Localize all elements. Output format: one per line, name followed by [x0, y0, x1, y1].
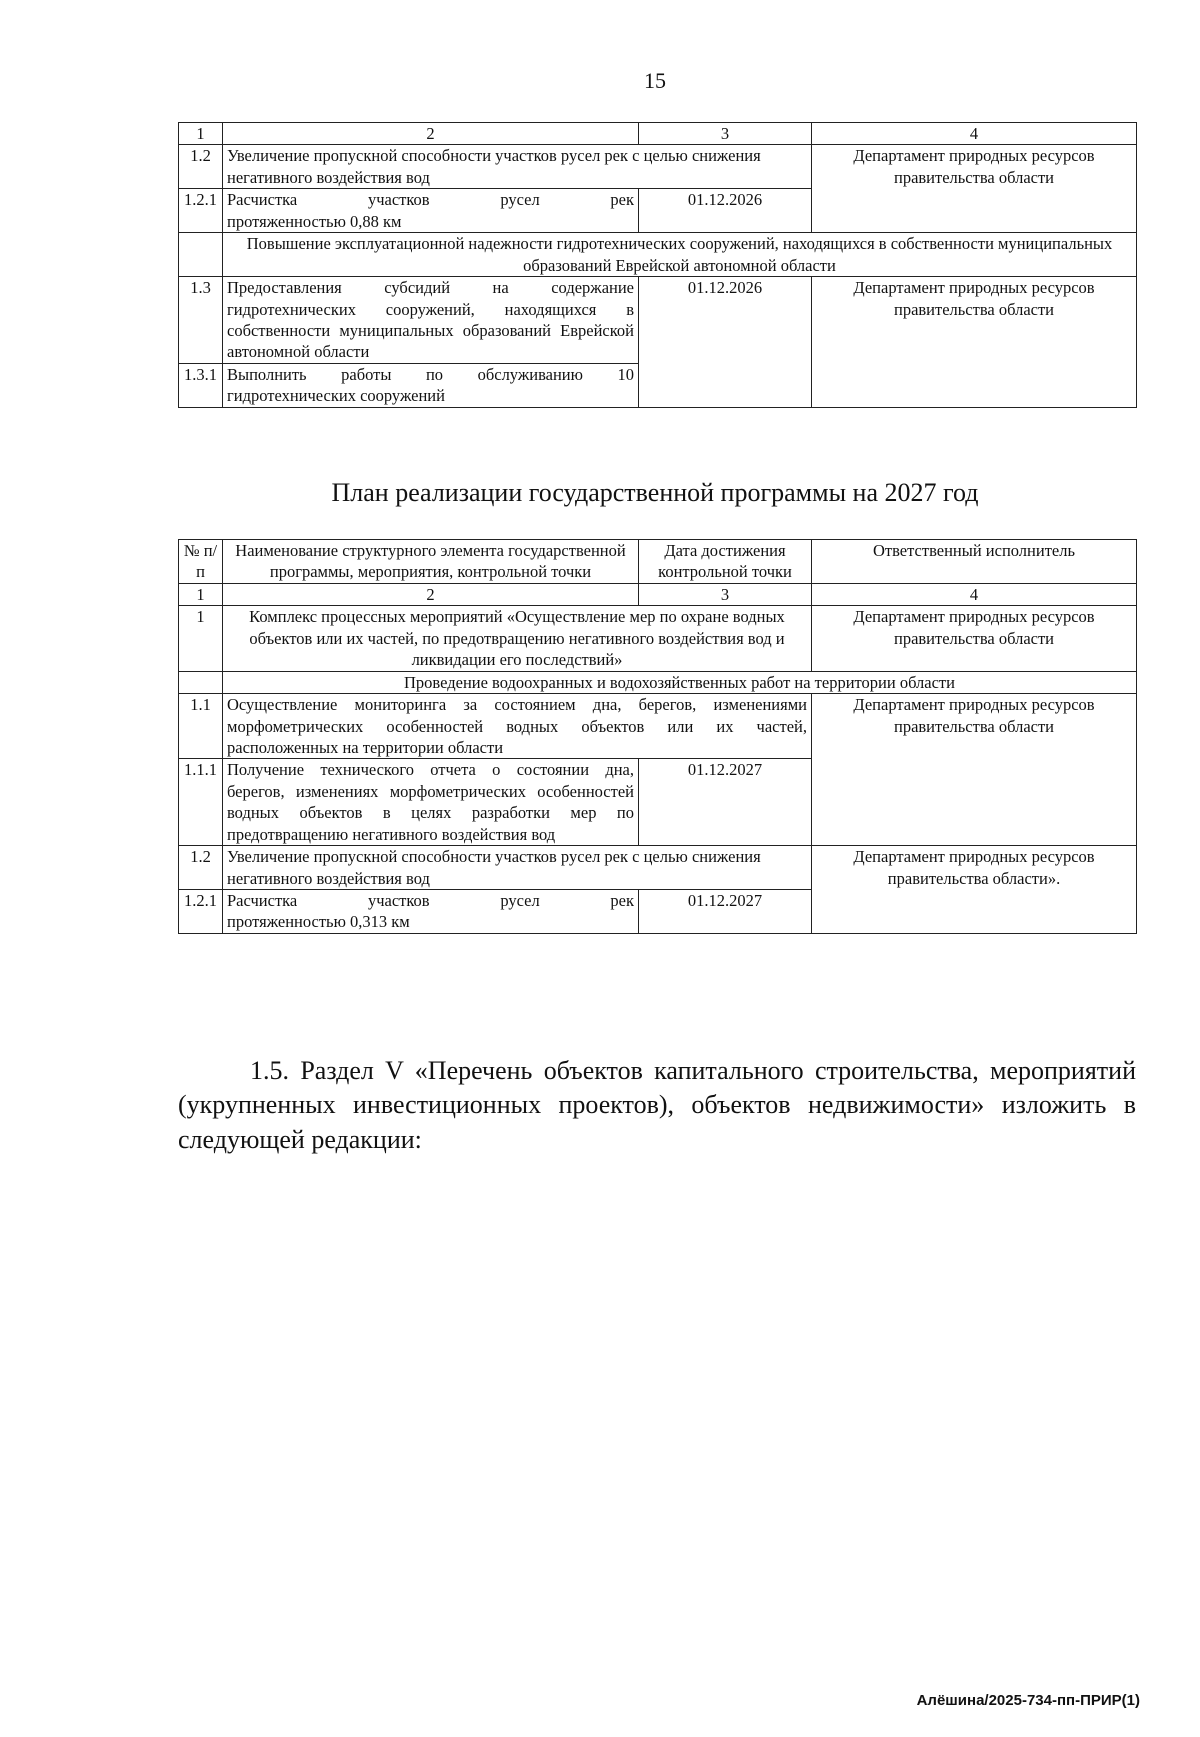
event-name: Предоставления субсидий на содержание гидротехнических сооружений, находящихся в собственности муниципальных образований Еврейской автономной области — [223, 277, 639, 364]
header-date: Дата достижения контрольной точки — [639, 540, 812, 584]
header-number: № п/п — [179, 540, 223, 584]
row-number: 1.1 — [179, 694, 223, 759]
header-responsible: Ответственный исполнитель — [812, 540, 1137, 584]
checkpoint-line-1: Расчистка участков русел рек — [227, 190, 634, 210]
paragraph-text: 1.5. Раздел V «Перечень объектов капитального строительства, мероприятий (укрупненных инвестиционных проектов), объектов недвижимости» изложить в следующей редакции: — [178, 1056, 1136, 1154]
column-number-2: 2 — [223, 123, 639, 145]
table-row — [179, 583, 1137, 605]
empty-cell — [179, 233, 223, 277]
empty-cell — [179, 671, 223, 693]
table-row — [179, 233, 1137, 277]
checkpoint-line-2: протяженностью 0,88 км — [227, 211, 402, 231]
row-number: 1.3 — [179, 277, 223, 364]
checkpoint-date: 01.12.2026 — [639, 277, 812, 408]
event-name: Осуществление мониторинга за состоянием дна, берегов, изменениями морфометрических особенностей водных объектов или их частей, расположенных на территории области — [223, 694, 812, 759]
plan-table-2027 — [178, 539, 1137, 934]
responsible-executor: Департамент природных ресурсов правительства области — [812, 145, 1137, 233]
section-title: План реализации государственной программы на 2027 год — [331, 478, 979, 507]
checkpoint-line-1: Расчистка участков русел рек — [227, 891, 634, 910]
table-row — [179, 694, 1137, 759]
document-stamp: Алёшина/2025-734-пп-ПРИР(1) — [916, 1692, 1140, 1709]
column-number-4: 4 — [812, 583, 1137, 605]
event-name: Увеличение пропускной способности участков русел рек с целью снижения негативного воздействия вод — [223, 846, 812, 890]
column-number-4: 4 — [812, 123, 1137, 145]
column-number-3: 3 — [639, 123, 812, 145]
checkpoint-name — [223, 189, 639, 233]
row-number: 1.2 — [179, 145, 223, 189]
section-heading: Повышение эксплуатационной надежности гидротехнических сооружений, находящихся в собственности муниципальных образований Еврейской автономной области — [223, 233, 1137, 277]
responsible-executor: Департамент природных ресурсов правительства области». — [812, 846, 1137, 934]
table-header-row — [179, 540, 1137, 584]
table-row — [179, 846, 1137, 890]
row-number: 1.2 — [179, 846, 223, 890]
plan-table-2026-continued — [178, 122, 1137, 408]
table-row — [179, 145, 1137, 189]
row-number: 1.3.1 — [179, 363, 223, 407]
page-number: 15 — [644, 68, 666, 93]
row-number: 1.1.1 — [179, 759, 223, 846]
responsible-executor: Департамент природных ресурсов правительства области — [812, 694, 1137, 846]
amendment-paragraph — [178, 1054, 1136, 1157]
checkpoint-line-2: протяженностью 0,313 км — [227, 912, 410, 932]
row-number: 1 — [179, 606, 223, 671]
row-number: 1.2.1 — [179, 890, 223, 934]
column-number-3: 3 — [639, 583, 812, 605]
table-row — [179, 671, 1137, 693]
checkpoint-name — [223, 890, 639, 934]
header-name: Наименование структурного элемента государственной программы, мероприятия, контрольной точки — [223, 540, 639, 584]
row-number: 1.2.1 — [179, 189, 223, 233]
table-row — [179, 123, 1137, 145]
section-heading: Проведение водоохранных и водохозяйственных работ на территории области — [223, 671, 1137, 693]
column-number-1: 1 — [179, 583, 223, 605]
column-number-1: 1 — [179, 123, 223, 145]
checkpoint-name: Получение технического отчета о состоянии дна, берегов, изменениях морфометрических особенностей водных объектов в целях разработки мер по предотвращению негативного воздействия вод — [223, 759, 639, 846]
event-name: Увеличение пропускной способности участков русел рек с целью снижения негативного воздействия вод — [223, 145, 812, 189]
table-row — [179, 277, 1137, 364]
checkpoint-date: 01.12.2027 — [639, 759, 812, 846]
checkpoint-date: 01.12.2026 — [639, 189, 812, 233]
checkpoint-name: Выполнить работы по обслуживанию 10 гидротехнических сооружений — [223, 363, 639, 407]
table-row — [179, 606, 1137, 671]
responsible-executor: Департамент природных ресурсов правительства области — [812, 606, 1137, 671]
checkpoint-date: 01.12.2027 — [639, 890, 812, 934]
responsible-executor: Департамент природных ресурсов правительства области — [812, 277, 1137, 408]
complex-name: Комплекс процессных мероприятий «Осуществление мер по охране водных объектов или их частей, по предотвращению негативного воздействия вод и ликвидации его последствий» — [223, 606, 812, 671]
column-number-2: 2 — [223, 583, 639, 605]
